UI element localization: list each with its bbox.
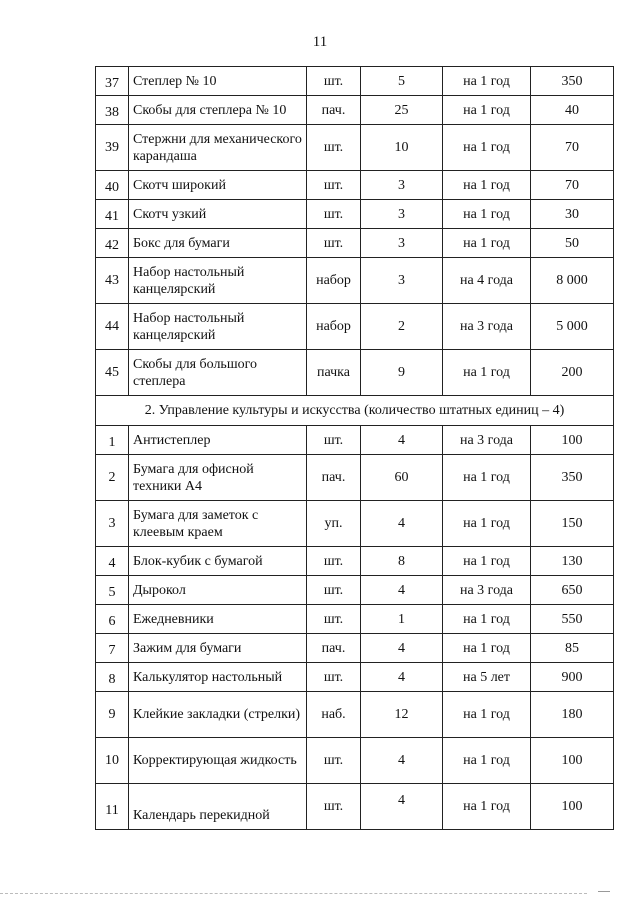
table-row — [96, 96, 614, 125]
price: 70 — [531, 171, 614, 200]
quantity: 60 — [361, 455, 443, 501]
usage-period: на 3 года — [443, 576, 531, 605]
quantity: 10 — [361, 125, 443, 171]
item-name: Скобы для большого степлера — [129, 350, 307, 396]
item-name: Стержни для механического карандаша — [129, 125, 307, 171]
table-row — [96, 634, 614, 663]
usage-period: на 1 год — [443, 229, 531, 258]
price: 350 — [531, 67, 614, 96]
unit-of-measure: пач. — [307, 96, 361, 125]
row-number: 2 — [96, 455, 129, 501]
quantity: 3 — [361, 229, 443, 258]
row-number: 3 — [96, 501, 129, 547]
unit-of-measure: набор — [307, 258, 361, 304]
item-name: Скотч узкий — [129, 200, 307, 229]
table-row — [96, 200, 614, 229]
quantity: 5 — [361, 67, 443, 96]
usage-period: на 4 года — [443, 258, 531, 304]
usage-period: на 1 год — [443, 605, 531, 634]
price: 40 — [531, 96, 614, 125]
usage-period: на 1 год — [443, 501, 531, 547]
unit-of-measure: шт. — [307, 200, 361, 229]
price: 100 — [531, 738, 614, 784]
table-row — [96, 171, 614, 200]
row-number: 7 — [96, 634, 129, 663]
quantity: 4 — [361, 784, 443, 830]
row-number: 42 — [96, 229, 129, 258]
footer-mark — [598, 891, 610, 892]
table-row — [96, 350, 614, 396]
item-name: Скобы для степлера № 10 — [129, 96, 307, 125]
unit-of-measure: шт. — [307, 784, 361, 830]
unit-of-measure: пач. — [307, 634, 361, 663]
price: 100 — [531, 426, 614, 455]
item-name: Калькулятор настольный — [129, 663, 307, 692]
item-name: Степлер № 10 — [129, 67, 307, 96]
unit-of-measure: шт. — [307, 576, 361, 605]
table-row — [96, 258, 614, 304]
usage-period: на 1 год — [443, 96, 531, 125]
row-number: 5 — [96, 576, 129, 605]
item-name: Скотч широкий — [129, 171, 307, 200]
price: 550 — [531, 605, 614, 634]
item-name: Зажим для бумаги — [129, 634, 307, 663]
unit-of-measure: набор — [307, 304, 361, 350]
item-name: Бумага для офисной техники А4 — [129, 455, 307, 501]
table-row — [96, 304, 614, 350]
quantity: 3 — [361, 171, 443, 200]
quantity: 2 — [361, 304, 443, 350]
table-row — [96, 663, 614, 692]
row-number: 40 — [96, 171, 129, 200]
usage-period: на 1 год — [443, 634, 531, 663]
item-name: Корректирующая жидкость — [129, 738, 307, 784]
supplies-table — [95, 66, 614, 830]
unit-of-measure: наб. — [307, 692, 361, 738]
unit-of-measure: шт. — [307, 605, 361, 634]
item-name: Антистеплер — [129, 426, 307, 455]
table-row — [96, 784, 614, 830]
usage-period: на 1 год — [443, 200, 531, 229]
page-number: 11 — [312, 34, 328, 50]
row-number: 10 — [96, 738, 129, 784]
item-name: Клейкие закладки (стрелки) — [129, 692, 307, 738]
row-number: 41 — [96, 200, 129, 229]
quantity: 4 — [361, 634, 443, 663]
price: 200 — [531, 350, 614, 396]
row-number: 6 — [96, 605, 129, 634]
item-name: Ежедневники — [129, 605, 307, 634]
row-number: 9 — [96, 692, 129, 738]
quantity: 3 — [361, 258, 443, 304]
item-name: Дырокол — [129, 576, 307, 605]
unit-of-measure: шт. — [307, 125, 361, 171]
usage-period: на 1 год — [443, 125, 531, 171]
quantity: 4 — [361, 576, 443, 605]
usage-period: на 1 год — [443, 692, 531, 738]
table-row — [96, 547, 614, 576]
price: 180 — [531, 692, 614, 738]
row-number: 38 — [96, 96, 129, 125]
usage-period: на 1 год — [443, 547, 531, 576]
table-row — [96, 576, 614, 605]
usage-period: на 1 год — [443, 67, 531, 96]
item-name: Набор настольный канцелярский — [129, 304, 307, 350]
usage-period: на 5 лет — [443, 663, 531, 692]
price: 100 — [531, 784, 614, 830]
quantity: 1 — [361, 605, 443, 634]
price: 70 — [531, 125, 614, 171]
price: 8 000 — [531, 258, 614, 304]
price: 650 — [531, 576, 614, 605]
table-row — [96, 125, 614, 171]
usage-period: на 1 год — [443, 784, 531, 830]
usage-period: на 1 год — [443, 350, 531, 396]
unit-of-measure: шт. — [307, 426, 361, 455]
unit-of-measure: пач. — [307, 455, 361, 501]
price: 5 000 — [531, 304, 614, 350]
table-row — [96, 229, 614, 258]
table-row — [96, 692, 614, 738]
price: 350 — [531, 455, 614, 501]
usage-period: на 1 год — [443, 171, 531, 200]
usage-period: на 1 год — [443, 455, 531, 501]
row-number: 45 — [96, 350, 129, 396]
quantity: 12 — [361, 692, 443, 738]
table-row — [96, 426, 614, 455]
row-number: 39 — [96, 125, 129, 171]
item-name: Бумага для заметок с клеевым краем — [129, 501, 307, 547]
price: 150 — [531, 501, 614, 547]
unit-of-measure: шт. — [307, 67, 361, 96]
item-name: Календарь перекидной — [129, 784, 307, 830]
quantity: 4 — [361, 501, 443, 547]
row-number: 1 — [96, 426, 129, 455]
section-title: 2. Управление культуры и искусства (количество штатных единиц – 4) — [96, 396, 614, 426]
table-row — [96, 738, 614, 784]
usage-period: на 1 год — [443, 738, 531, 784]
quantity: 4 — [361, 663, 443, 692]
item-name: Набор настольный канцелярский — [129, 258, 307, 304]
price: 130 — [531, 547, 614, 576]
item-name: Бокс для бумаги — [129, 229, 307, 258]
table-row — [96, 455, 614, 501]
unit-of-measure: шт. — [307, 738, 361, 784]
item-name: Блок-кубик с бумагой — [129, 547, 307, 576]
row-number: 4 — [96, 547, 129, 576]
unit-of-measure: шт. — [307, 663, 361, 692]
price: 50 — [531, 229, 614, 258]
price: 30 — [531, 200, 614, 229]
unit-of-measure: шт. — [307, 171, 361, 200]
row-number: 8 — [96, 663, 129, 692]
row-number: 43 — [96, 258, 129, 304]
usage-period: на 3 года — [443, 426, 531, 455]
quantity: 4 — [361, 738, 443, 784]
table-row — [96, 605, 614, 634]
quantity: 3 — [361, 200, 443, 229]
unit-of-measure: шт. — [307, 547, 361, 576]
row-number: 11 — [96, 784, 129, 830]
row-number: 37 — [96, 67, 129, 96]
price: 85 — [531, 634, 614, 663]
quantity: 9 — [361, 350, 443, 396]
table-row — [96, 67, 614, 96]
section-row — [96, 396, 614, 426]
quantity: 25 — [361, 96, 443, 125]
unit-of-measure: уп. — [307, 501, 361, 547]
unit-of-measure: пачка — [307, 350, 361, 396]
row-number: 44 — [96, 304, 129, 350]
footer-divider — [0, 893, 587, 894]
quantity: 8 — [361, 547, 443, 576]
quantity: 4 — [361, 426, 443, 455]
usage-period: на 3 года — [443, 304, 531, 350]
unit-of-measure: шт. — [307, 229, 361, 258]
table-row — [96, 501, 614, 547]
price: 900 — [531, 663, 614, 692]
